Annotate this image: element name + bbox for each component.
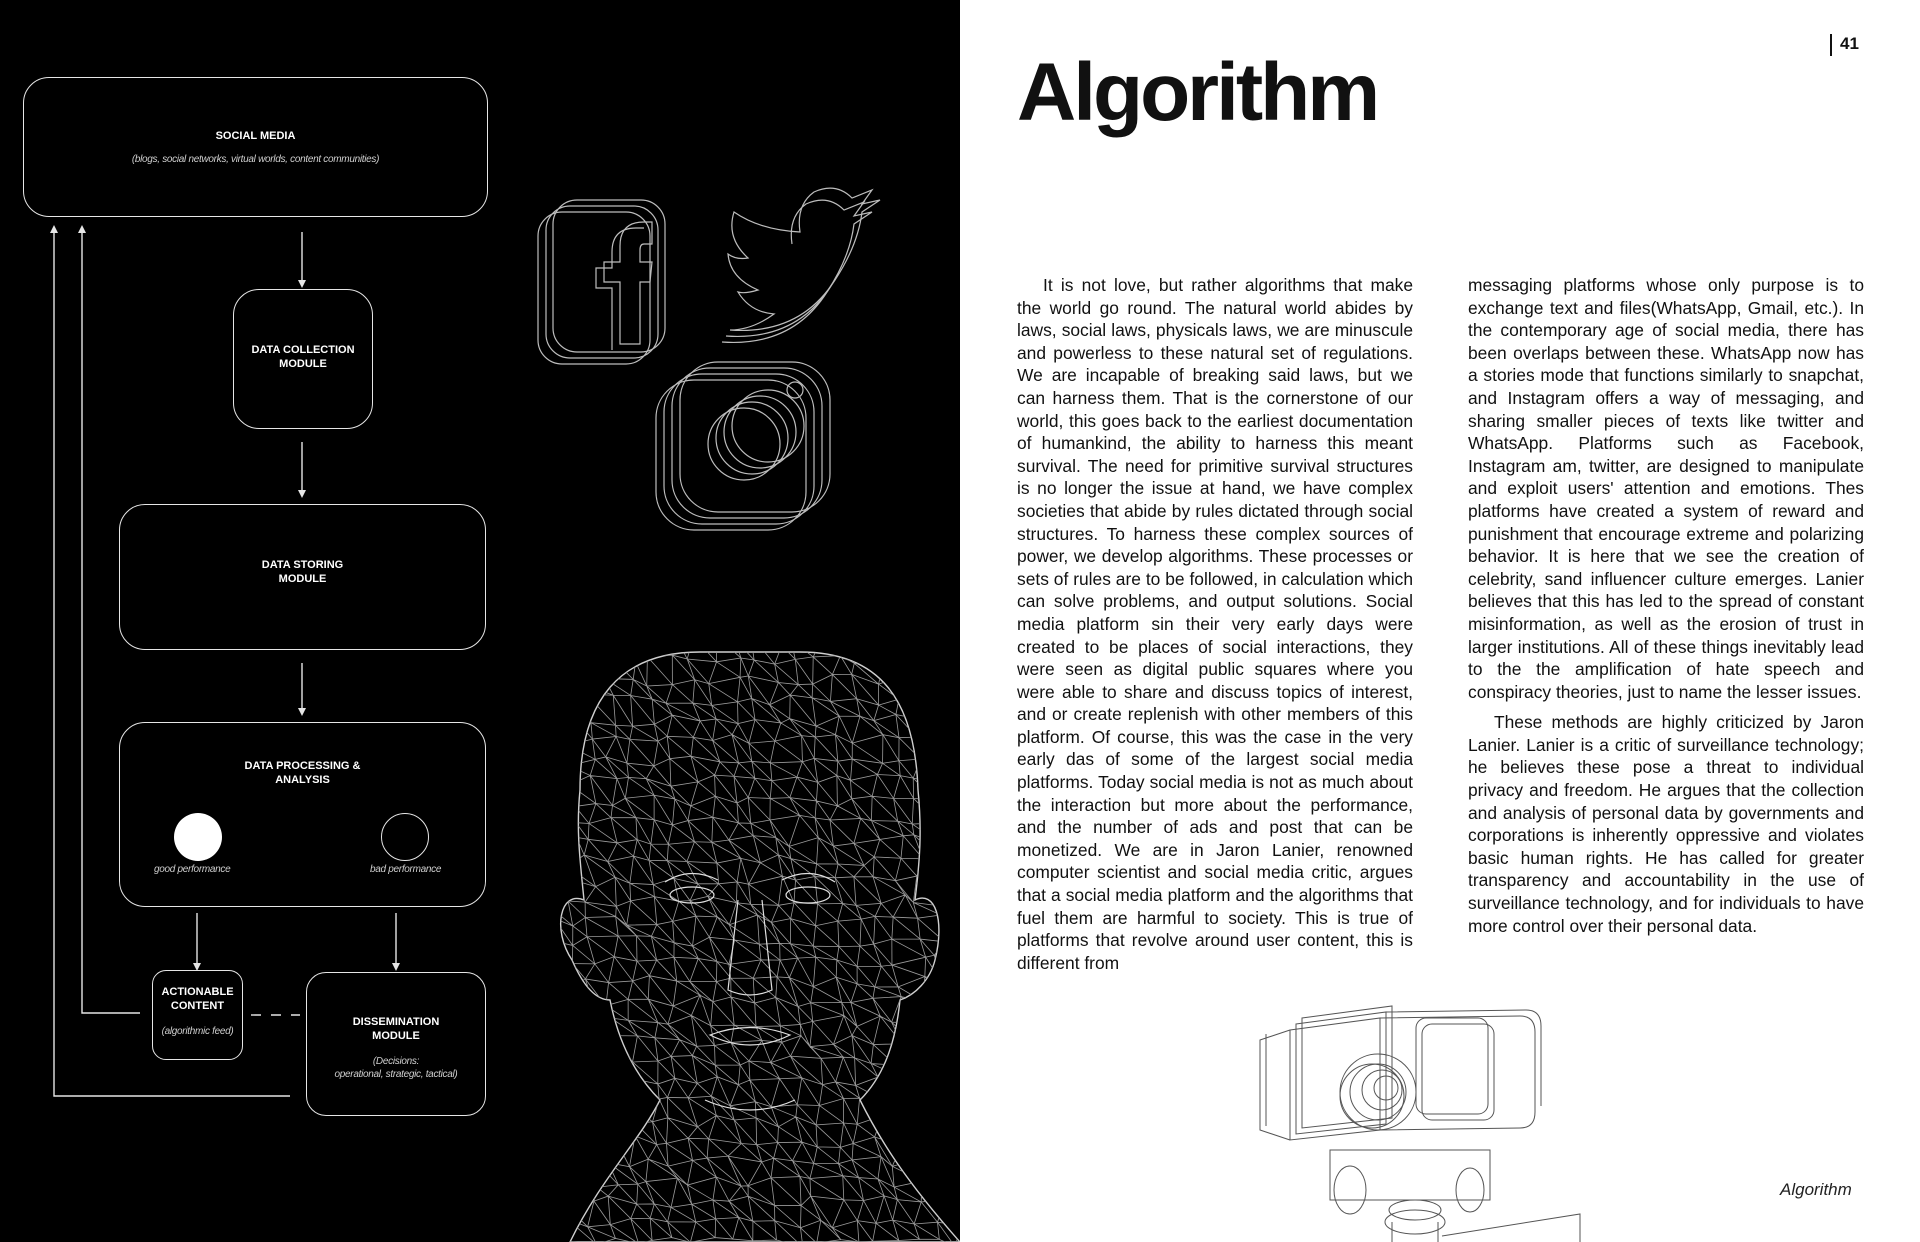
actionable-content-title: ACTIONABLE CONTENT: [161, 986, 234, 1012]
wireframe-camera-illustration: [960, 0, 1920, 1242]
data-collection-title: DATA COLLECTION MODULE: [251, 344, 355, 370]
good-performance-label: good performance: [154, 864, 231, 875]
dissemination-title: DISSEMINATION MODULE: [352, 1016, 440, 1042]
actionable-content-subtitle: (algorithmic feed): [161, 1026, 234, 1037]
article-paragraph: messaging platforms whose only purpose is to exchange text and files(WhatsApp, Gmail, etc.). In the contemporary age of social media, there has been overlaps between these. WhatsApp now has a stories mode that functions similarly to snapchat, and Instagram offers a way of messaging, and sharing smaller pieces of texts like twitter and WhatsApp. Platforms such as Facebook, Instagram am, twitter, are designed to manipulate and exploit users' attention and emotions. Thes platforms have created a system of reward and punishment that encourage extreme and polarizing behavior. It is here that we see the creation of celebrity, sand influencer culture emerges. Lanier believes that this has led to the spread of constant misinformation, as well as the erosion of trust in larger institutions. All of these things inevitably lead to the the amplification of hate speech and conspiracy theories, just to name the lesser issues.: [1468, 275, 1864, 702]
right-page: [960, 0, 1920, 1242]
footer-section-label: Algorithm: [1780, 1180, 1852, 1199]
head-mesh-lines: [543, 635, 960, 1242]
dissemination-subtitle: (Decisions: operational, strategic, tactical): [334, 1056, 458, 1080]
bad-performance-label: bad performance: [370, 864, 442, 875]
page-number: 41: [1840, 34, 1859, 53]
head-mesh: [543, 635, 960, 1242]
social-media-title: SOCIAL MEDIA: [215, 130, 296, 142]
data-storing-title: DATA STORING MODULE: [261, 559, 344, 585]
social-media-subtitle: (blogs, social networks, virtual worlds, content communities): [131, 154, 380, 165]
article-paragraph: It is not love, but rather algorithms that make the world go round. The natural world abides by laws, social laws, physicals laws, we are minuscule and powerless to these natural set of regulations. We are incapable of breaking said laws, but we can harness them. That is the cornerstone of our world, this goes back to the earliest documentation of humankind, the ability to harness this meant survival. The need for primitive survival structures is no longer the issue at hand, we have complex societies that abide by rules dictated through social structures. To harness these complex sources of power, we develop algorithms. These processes or sets of rules are to be followed, in calculation which can solve problems, and output solutions. Social media platform sin their very early days were created to be places of social interactions, they were seen as digital public squares where you were able to share and discuss topics of interest, and or create replenish with other members of this platform. Of course, this was the case in the very early das of some of the largest social media platforms. Today social media is not as much about the interaction but more about the performance, and the number of ads and post that can be monetized. We are in Jaron Lanier, renowned computer scientist and social media critic, argues that a social media platform and the algorithms that fuel them are harmful to society. This is true of platforms that revolve around user content, this is different from: [1017, 275, 1413, 973]
data-processing-title: DATA PROCESSING & ANALYSIS: [244, 760, 361, 786]
article-title: Algorithm: [1017, 47, 1378, 138]
article-paragraph: These methods are highly criticized by Jaron Lanier. Lanier is a critic of surveillance technology; he believes these pose a threat to individual privacy and freedom. He argues that the collection and analysis of personal data by governments and corporations is inherently oppressive and violates basic human rights. He has called for greater transparency and accountability in the use of surveillance technology, and for individuals to have more control over their personal data.: [1468, 712, 1864, 936]
